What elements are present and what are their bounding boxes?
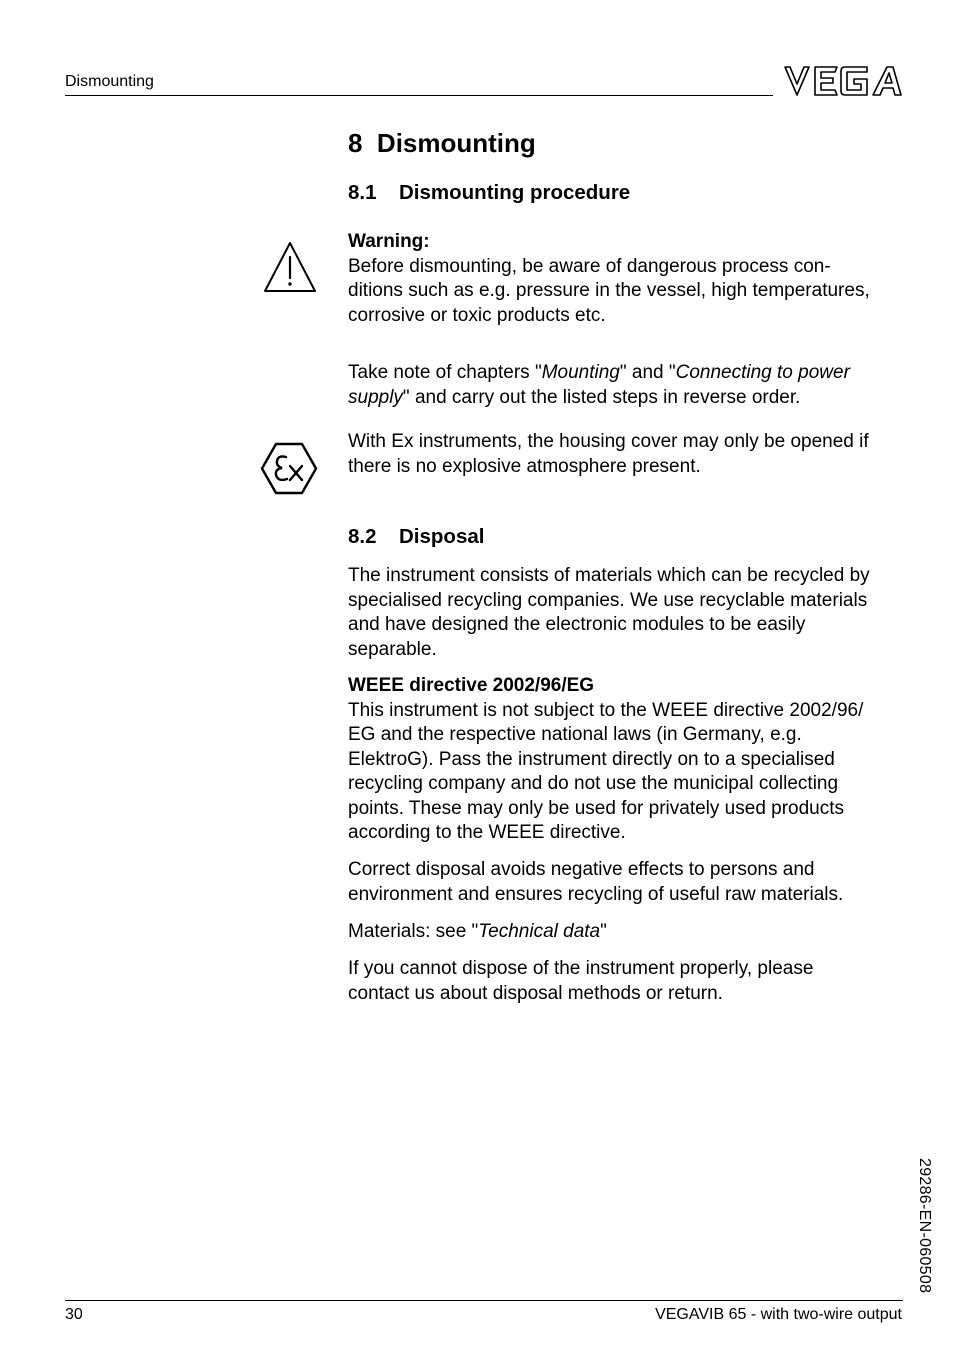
page-number: 30: [65, 1306, 83, 1323]
text-line: according to the WEEE directive.: [348, 822, 626, 843]
materials-paragraph: [348, 920, 908, 945]
contact-paragraph: [348, 957, 908, 1006]
technical-data-ref: Technical data: [478, 921, 601, 942]
warning-block: [348, 230, 908, 328]
chapter-number: 8: [348, 128, 363, 158]
text-line: contact us about disposal methods or return.: [348, 982, 723, 1004]
weee-block: [348, 674, 908, 846]
text-run: " and carry out the listed steps in reverse order.: [402, 386, 801, 408]
text-line: and have designed the electronic modules to be easily: [348, 614, 806, 635]
procedure-line-2: [348, 386, 908, 411]
ex-note-line: there is no explosive atmosphere present.: [348, 455, 701, 477]
logo-text: VEGA: [783, 64, 786, 65]
text-line: recycling company and do not use the municipal collecting: [348, 773, 839, 794]
chapter-ref-connecting: Connecting to power: [675, 362, 850, 383]
procedure-paragraph: [348, 361, 908, 410]
text-run: Materials: see ": [348, 921, 479, 942]
text-line: separable.: [348, 638, 437, 660]
text-run: Take note of chapters ": [348, 362, 542, 383]
footer-product-title: VEGAVIB 65 - with two-wire output: [655, 1306, 902, 1323]
chapter-ref-supply: supply: [348, 386, 403, 408]
text-line: points. These may only be used for privately used products: [348, 797, 845, 819]
text-line: If you cannot dispose of the instrument properly, please: [348, 958, 814, 979]
section-title: Disposal: [399, 525, 485, 548]
vega-logo: [783, 64, 903, 98]
text-line: environment and ensures recycling of useful raw materials.: [348, 883, 844, 905]
procedure-line-1: [348, 361, 908, 386]
section-heading-dismounting-procedure: [348, 181, 630, 205]
header-rule: [65, 95, 773, 96]
section-title: Dismounting procedure: [399, 181, 631, 204]
text-line: ElektroG). Pass the instrument directly on to a specialised: [348, 748, 835, 770]
text-line: Correct disposal avoids negative effects to persons and: [348, 859, 815, 880]
correct-disposal-paragraph: [348, 858, 908, 907]
section-number: 8.2: [348, 525, 377, 548]
ex-note-line: With Ex instruments, the housing cover may only be opened if: [348, 431, 869, 452]
footer-rule: [65, 1300, 903, 1301]
warning-triangle-icon: [262, 240, 318, 294]
warning-line: corrosive or toxic products etc.: [348, 304, 606, 326]
disposal-intro: [348, 564, 908, 662]
section-heading-disposal: [348, 525, 484, 549]
text-line: This instrument is not subject to the WEEE directive 2002/96/: [348, 699, 864, 721]
ex-hexagon-icon: [260, 441, 318, 496]
chapter-title: Dismounting: [376, 128, 536, 158]
text-line: specialised recycling companies. We use recyclable materials: [348, 589, 868, 611]
document-code: 29286-EN-060508: [916, 1158, 933, 1294]
chapter-ref-mounting: Mounting: [541, 362, 620, 383]
text-run: " and ": [619, 362, 676, 383]
ex-note: [348, 430, 908, 479]
warning-line: ditions such as e.g. pressure in the vessel, high temperatures,: [348, 280, 870, 301]
running-header: Dismounting: [65, 73, 154, 90]
text-run: ": [600, 921, 607, 942]
warning-label: Warning:: [348, 231, 430, 252]
chapter-heading: [348, 128, 536, 159]
text-line: EG and the respective national laws (in Germany, e.g.: [348, 724, 802, 745]
text-line: The instrument consists of materials which can be recycled by: [348, 565, 870, 586]
weee-title: WEEE directive 2002/96/EG: [348, 675, 595, 696]
warning-line: Before dismounting, be aware of dangerous process con-: [348, 255, 831, 277]
section-number: 8.1: [348, 181, 377, 204]
